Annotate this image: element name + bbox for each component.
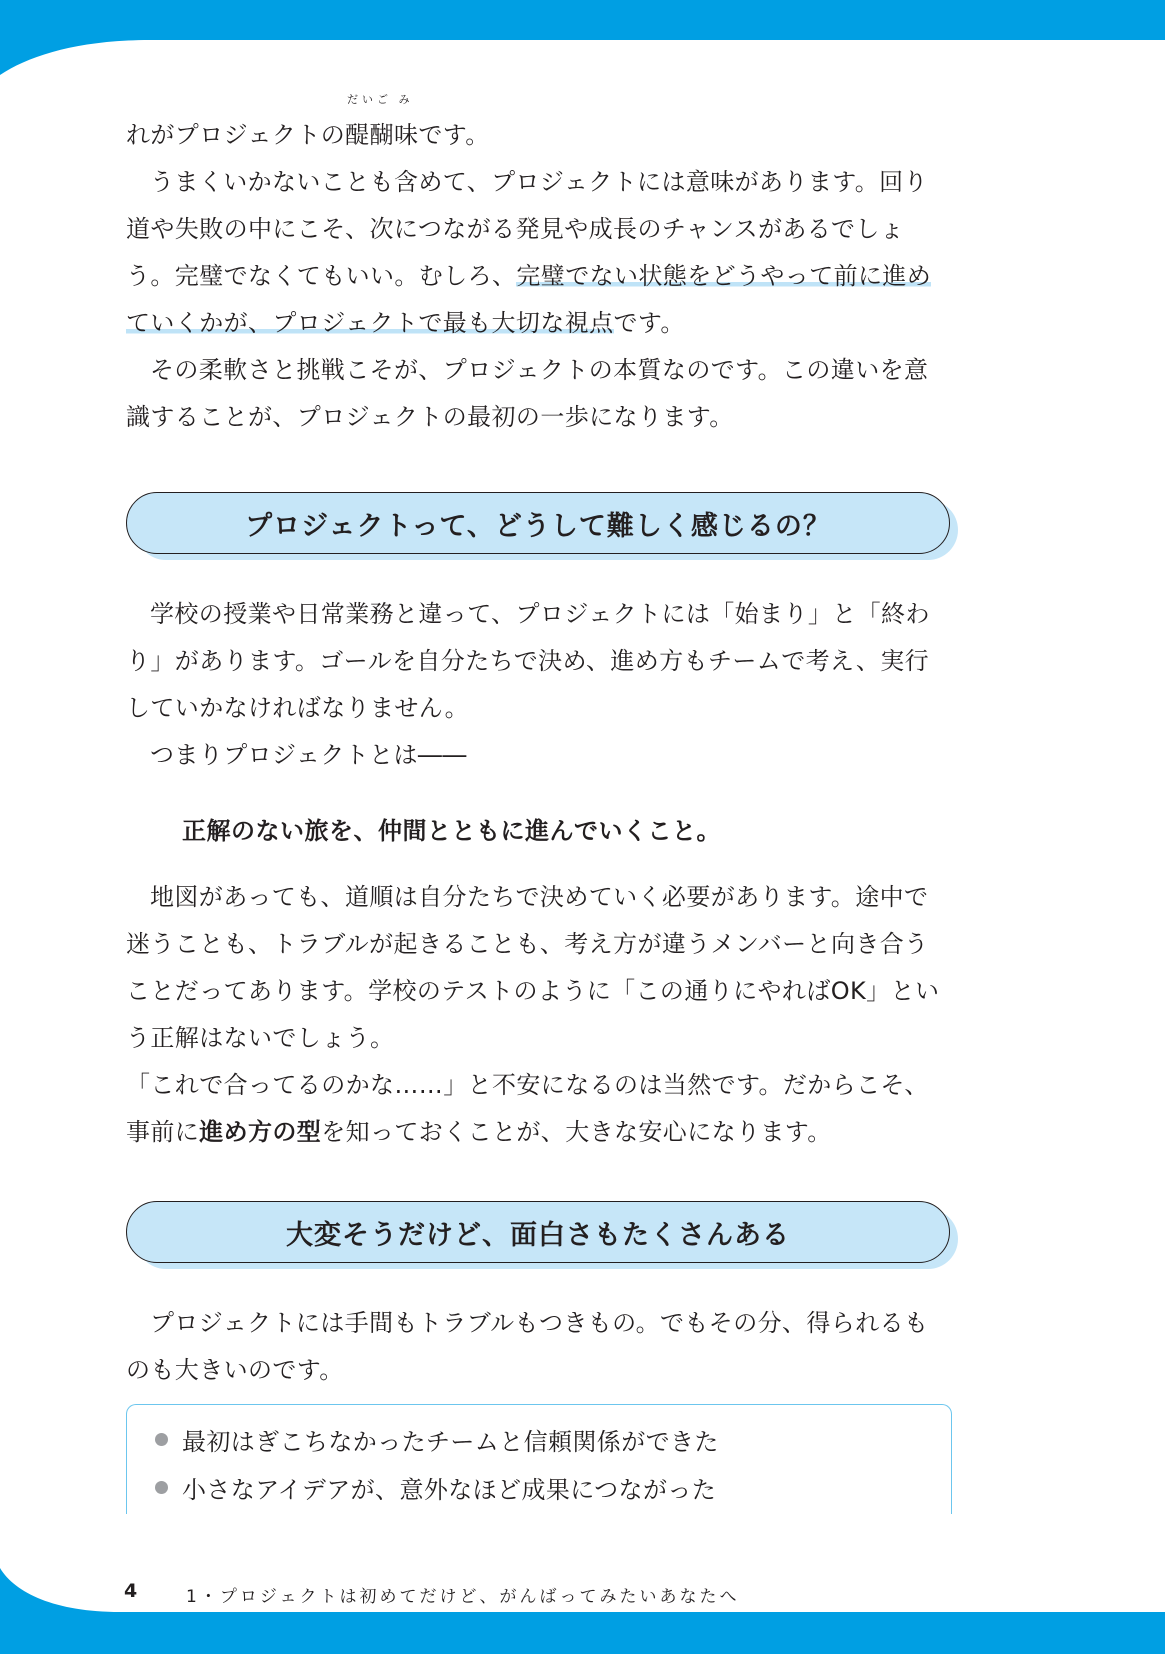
intro-text [126, 93, 952, 441]
ruby-daigo: だいご 醍醐 [345, 93, 394, 149]
bullet-icon [155, 1433, 168, 1446]
highlighted-text: 完璧でない状態をどうやって前に進めていくかが、プロジェクトで最も大切な視点 [126, 262, 932, 337]
intro-paragraph-3: その柔軟さと挑戦こそが、プロジェクトの本質なのです。この違いを意識することが、プロジェクトの最初の一歩になります。 [126, 356, 929, 431]
page-number: 4 [124, 1580, 138, 1602]
section1-text-2 [126, 874, 952, 1156]
heading-pill [126, 492, 950, 554]
section2-text [126, 1300, 952, 1394]
list-item: 最初はぎこちなかったチームと信頼関係ができた [155, 1422, 719, 1457]
chapter-title: 1・プロジェクトは初めてだけど、がんばってみたいあなたへ [186, 1587, 740, 1607]
bullet-list-box [126, 1404, 952, 1514]
section1-paragraph-1: 学校の授業や日常業務と違って、プロジェクトには「始まり」と「終わり」があります。ゴールを自分たちで決め、進め方もチームで考え、実行していかなければなりません。 [126, 600, 930, 722]
section1-paragraph-4: 「これで合ってるのかな……」と不安になるのは当然です。だからこそ、事前に進め方の型を知っておくことが、大きな安心になります。 [126, 1071, 929, 1146]
bold-keyword: 進め方の型 [199, 1118, 322, 1146]
ruby-mi: み 味 [393, 93, 419, 149]
section-heading-2 [126, 1201, 952, 1263]
section-heading-2-text: 大変そうだけど、面白さもたくさんある [286, 1219, 790, 1251]
section-heading-1-text: プロジェクトって、どうして難しく感じるの？ [245, 510, 831, 542]
section1-paragraph-2: つまりプロジェクトとは―― [150, 741, 467, 769]
bottom-decorative-band [0, 1568, 1165, 1654]
intro-paragraph-2: うまくいかないことも含めて、プロジェクトには意味があります。回り道や失敗の中にこそ、次につながる発見や成長のチャンスがあるでしょう。完璧でなくてもいい。むしろ、完璧でない状態をどうやって前に進めていくかが、プロジェクトで最も大切な視点です。 [126, 168, 932, 337]
heading-pill [126, 1201, 950, 1263]
intro-line-1: れがプロジェクトの だいご 醍醐 み 味です。 [126, 112, 952, 159]
top-decorative-band [0, 0, 1165, 80]
section1-text [126, 591, 952, 779]
bullet-icon [155, 1481, 168, 1494]
list-item: 小さなアイデアが、意外なほど成果につながった [155, 1470, 716, 1505]
section1-paragraph-3: 地図があっても、道順は自分たちで決めていく必要があります。途中で迷うことも、トラブルが起きることも、考え方が違うメンバーと向き合うことだってあります。学校のテストのように「この通りにやればOK」という正解はないでしょう。 [126, 883, 940, 1052]
section2-paragraph-1: プロジェクトには手間もトラブルもつきもの。でもその分、得られるものも大きいのです。 [126, 1309, 929, 1384]
emphasis-statement: 正解のない旅を、仲間とともに進んでいくこと。 [182, 817, 721, 845]
section-heading-1 [126, 492, 952, 554]
